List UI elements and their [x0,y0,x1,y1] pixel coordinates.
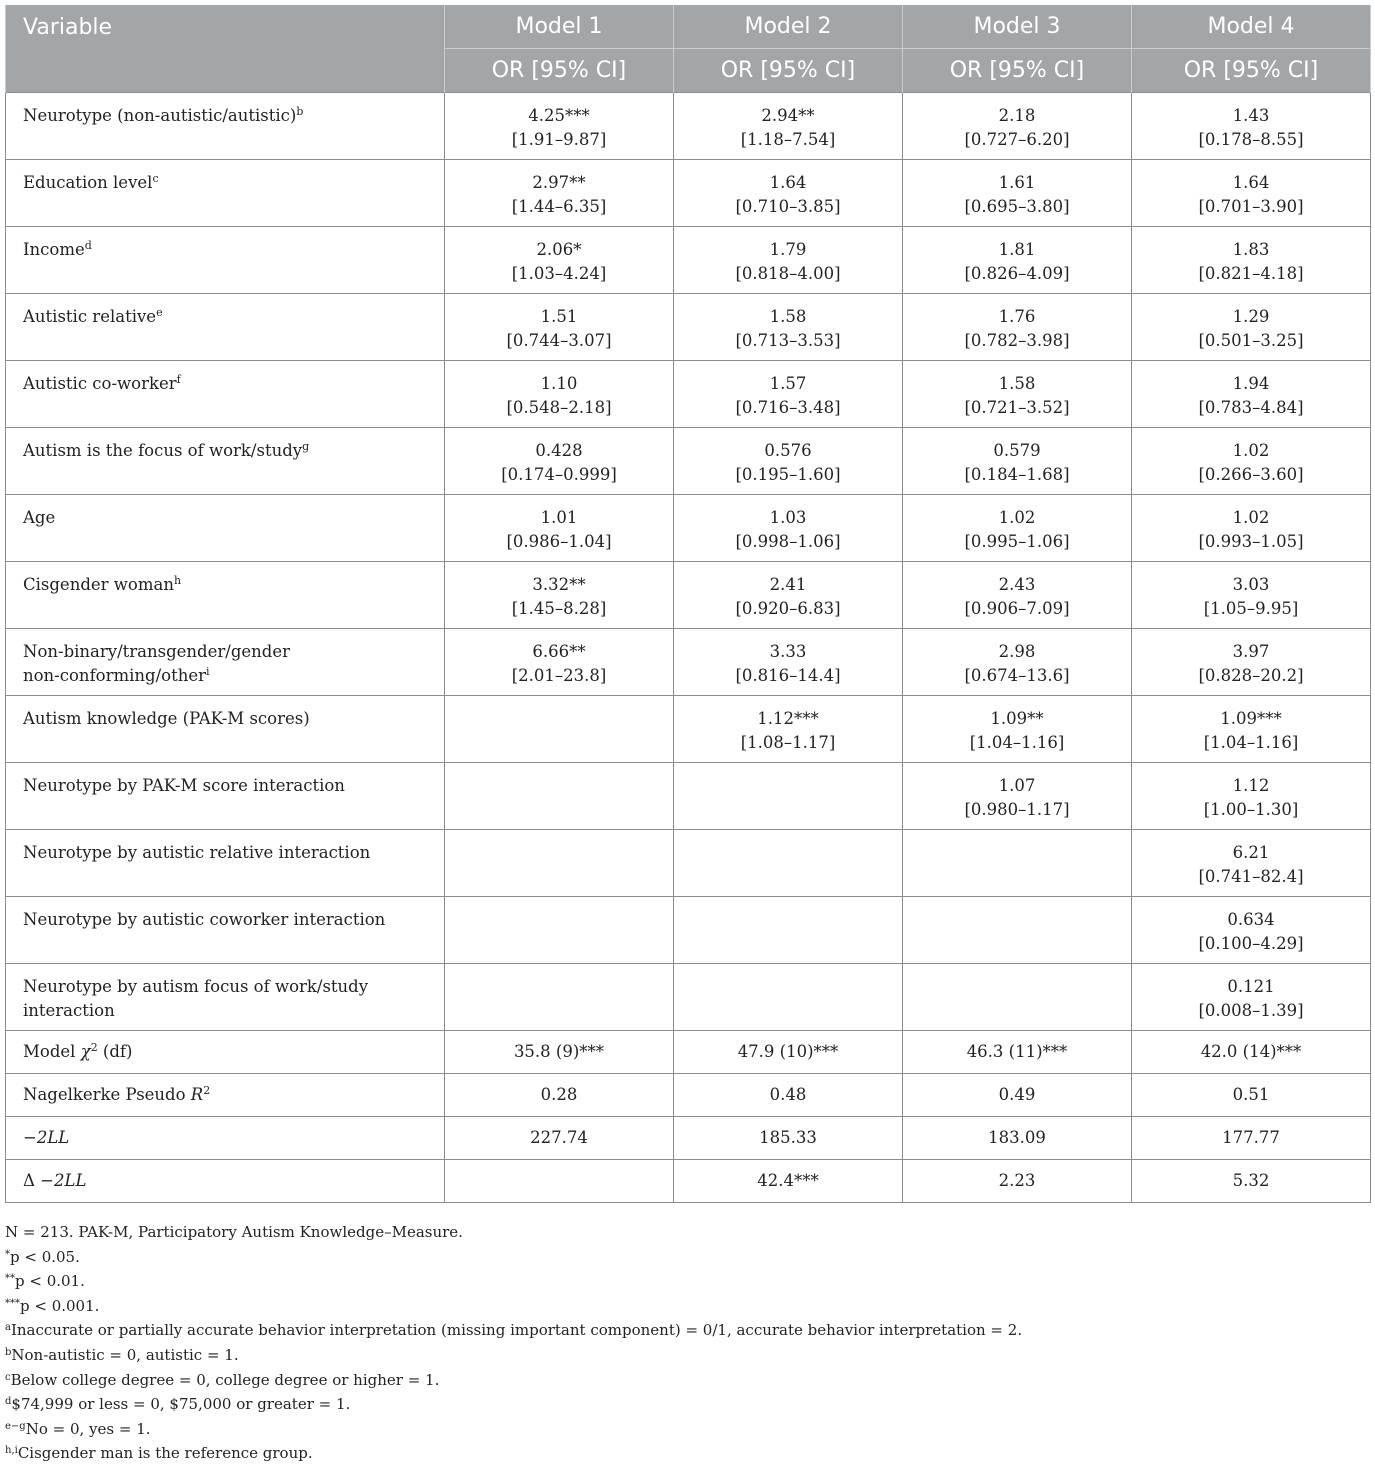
stat-label-prefix: Δ [23,1171,41,1190]
model-2-cell [674,696,903,763]
confidence-interval: [0.993–1.05] [1198,532,1304,551]
model-2-cell [674,629,903,696]
footnote-marker: *** [5,1297,20,1309]
stat-label [6,1031,445,1074]
confidence-interval: [0.008–1.39] [1198,1001,1304,1020]
model-4-cell [1132,361,1371,428]
table-row [6,562,1371,629]
footnote-marker: h [173,574,182,587]
stat-symbol: −2LL [23,1128,70,1147]
footnote-marker: c [152,172,159,185]
model-3-stat: 46.3 (11)*** [903,1031,1132,1074]
model-1-cell [445,562,674,629]
model-4-cell [1132,696,1371,763]
model-4-stat: 0.51 [1132,1074,1371,1117]
stat-symbol: χ [80,1042,91,1061]
footnote-line [5,1343,1370,1368]
model-4-stat: 42.0 (14)*** [1132,1031,1371,1074]
model-2-cell [674,562,903,629]
stat-label [6,1160,445,1203]
model-3-cell [903,897,1132,964]
odds-ratio: 1.58 [998,374,1036,393]
odds-ratio: 1.10 [540,374,578,393]
odds-ratio: 1.02 [998,508,1036,527]
footnote-marker: ** [5,1273,15,1285]
variable-label [6,830,445,897]
model-1-cell [445,428,674,495]
confidence-interval: [0.986–1.04] [506,532,612,551]
stat-label [6,1117,445,1160]
or-ci-header: OR [95% CI] [903,49,1132,93]
model-2-cell [674,294,903,361]
model-1-cell [445,763,674,830]
variable-label-text: Education level [23,173,153,192]
variable-label-text: Autism knowledge (PAK-M scores) [23,709,310,728]
confidence-interval: [0.713–3.53] [735,331,841,350]
model-4-cell [1132,629,1371,696]
odds-ratio: 1.12 [1232,776,1270,795]
table-row [6,830,1371,897]
odds-ratio: 1.64 [769,173,807,192]
variable-label [6,294,445,361]
model-4-cell [1132,830,1371,897]
stat-label [6,1074,445,1117]
stat-symbol: −2LL [40,1171,87,1190]
footnote-text: p < 0.01. [15,1272,85,1291]
odds-ratio: 1.58 [769,307,807,326]
footnote-line [5,1368,1370,1393]
odds-ratio: 2.41 [769,575,807,594]
confidence-interval: [0.701–3.90] [1198,197,1304,216]
odds-ratio: 1.09** [990,709,1044,728]
model-4-cell [1132,964,1371,1031]
footnote-marker: e−g [5,1420,26,1432]
confidence-interval: [0.501–3.25] [1198,331,1304,350]
table-body [6,93,1371,1203]
model-3-cell [903,629,1132,696]
confidence-interval: [0.100–4.29] [1198,934,1304,953]
confidence-interval: [0.826–4.09] [964,264,1070,283]
odds-ratio: 2.18 [998,106,1036,125]
model-1-stat: 35.8 (9)*** [445,1031,674,1074]
odds-ratio: 3.97 [1232,642,1270,661]
model-3-cell [903,763,1132,830]
model-4-stat: 5.32 [1132,1160,1371,1203]
odds-ratio: 1.83 [1232,240,1270,259]
table-row [6,629,1371,696]
header-row-models [6,5,1371,49]
model-2-cell [674,93,903,160]
confidence-interval: [0.821–4.18] [1198,264,1304,283]
odds-ratio: 3.32** [532,575,586,594]
model-4-header: Model 4 [1132,5,1371,49]
footnote-marker: c [5,1371,11,1383]
confidence-interval: [0.906–7.09] [964,599,1070,618]
variable-label [6,897,445,964]
footnote-marker: d [84,239,92,252]
table-row [6,763,1371,830]
confidence-interval: [1.04–1.16] [969,733,1065,752]
model-3-cell [903,562,1132,629]
confidence-interval: [1.08–1.17] [740,733,836,752]
model-2-cell [674,897,903,964]
confidence-interval: [0.174–0.999] [501,465,617,484]
table-row [6,294,1371,361]
model-4-cell [1132,428,1371,495]
model-1-header: Model 1 [445,5,674,49]
confidence-interval: [0.744–3.07] [506,331,612,350]
model-4-cell [1132,495,1371,562]
stat-label-suffix: (df) [97,1042,133,1061]
odds-ratio: 1.76 [998,307,1036,326]
confidence-interval: [1.45–8.28] [511,599,607,618]
stat-label-prefix: Model [23,1042,81,1061]
odds-ratio: 2.94** [761,106,815,125]
variable-label-text: Income [23,240,85,259]
table-header [6,5,1371,93]
model-2-cell [674,964,903,1031]
odds-ratio: 1.94 [1232,374,1270,393]
model-3-cell [903,830,1132,897]
variable-label-text: Age [23,508,56,527]
table-row [6,897,1371,964]
model-4-cell [1132,227,1371,294]
variable-label-text: Neurotype by autism focus of work/study [23,977,369,996]
variable-label-text: Neurotype (non-autistic/autistic) [23,106,297,125]
footnote-marker: b [296,105,304,118]
model-2-cell [674,495,903,562]
odds-ratio: 2.97** [532,173,586,192]
table-row [6,160,1371,227]
footnote-line [5,1294,1370,1319]
odds-ratio: 0.428 [535,441,583,460]
model-4-cell [1132,294,1371,361]
odds-ratio: 1.02 [1232,441,1270,460]
model-3-cell [903,696,1132,763]
odds-ratio: 6.66** [532,642,586,661]
odds-ratio: 1.03 [769,508,807,527]
odds-ratio: 6.21 [1232,843,1270,862]
stat-superscript: 2 [203,1084,211,1097]
confidence-interval: [0.721–3.52] [964,398,1070,417]
table-row [6,696,1371,763]
variable-label [6,160,445,227]
footnote-line [5,1245,1370,1270]
variable-label-text: Neurotype by PAK-M score interaction [23,776,345,795]
footnote-marker: f [176,373,181,386]
footnote-text: p < 0.001. [20,1296,100,1315]
model-3-stat: 0.49 [903,1074,1132,1117]
stat-row [6,1031,1371,1074]
model-2-cell [674,361,903,428]
confidence-interval: [0.674–13.6] [964,666,1070,685]
confidence-interval: [0.980–1.17] [964,800,1070,819]
confidence-interval: [1.44–6.35] [511,197,607,216]
stat-row [6,1074,1371,1117]
footnote-text: Below college degree = 0, college degree or higher = 1. [10,1370,440,1389]
model-4-cell [1132,160,1371,227]
table-row [6,93,1371,160]
or-ci-header: OR [95% CI] [674,49,903,93]
odds-ratio: 3.33 [769,642,807,661]
variable-label [6,428,445,495]
odds-ratio: 2.43 [998,575,1036,594]
footnote-marker: d [5,1396,12,1408]
stat-row [6,1117,1371,1160]
model-2-cell [674,160,903,227]
confidence-interval: [0.783–4.84] [1198,398,1304,417]
footnote-text: N = 213. PAK-M, Participatory Autism Knowledge–Measure. [5,1223,463,1241]
model-3-stat: 2.23 [903,1160,1132,1203]
footnote-marker: i [206,665,210,678]
footnote-line [5,1318,1370,1343]
variable-label [6,495,445,562]
model-1-stat [445,1160,674,1203]
variable-label-text-line2: non-conforming/other [23,666,207,685]
table-row [6,964,1371,1031]
odds-ratio: 0.634 [1227,910,1275,929]
odds-ratio: 1.51 [540,307,578,326]
odds-ratio: 1.09*** [1220,709,1282,728]
footnote-text: Cisgender man is the reference group. [17,1444,313,1463]
confidence-interval: [1.00–1.30] [1203,800,1299,819]
or-ci-header: OR [95% CI] [445,49,674,93]
footnote-marker: * [5,1248,10,1260]
model-1-cell [445,361,674,428]
model-1-cell [445,830,674,897]
variable-label [6,562,445,629]
footnote-text: $74,999 or less = 0, $75,000 or greater = 1. [11,1395,351,1414]
confidence-interval: [1.03–4.24] [511,264,607,283]
model-3-cell [903,93,1132,160]
odds-ratio: 1.79 [769,240,807,259]
model-2-header: Model 2 [674,5,903,49]
odds-ratio: 1.61 [998,173,1036,192]
model-3-cell [903,361,1132,428]
odds-ratio: 1.29 [1232,307,1270,326]
model-3-cell [903,227,1132,294]
model-2-stat: 0.48 [674,1074,903,1117]
confidence-interval: [1.05–9.95] [1203,599,1299,618]
confidence-interval: [0.995–1.06] [964,532,1070,551]
confidence-interval: [1.91–9.87] [511,130,607,149]
confidence-interval: [0.998–1.06] [735,532,841,551]
variable-label [6,763,445,830]
footnote-text: Inaccurate or partially accurate behavior interpretation (missing important component) = 0/1, accurate behavior interpretation = 2. [10,1321,1023,1340]
confidence-interval: [0.178–8.55] [1198,130,1304,149]
model-4-cell [1132,562,1371,629]
footnote-text: Non-autistic = 0, autistic = 1. [11,1345,239,1364]
footnote-line [5,1220,1370,1245]
odds-ratio: 3.03 [1232,575,1270,594]
model-3-cell [903,495,1132,562]
odds-ratio: 1.07 [998,776,1036,795]
model-1-cell [445,897,674,964]
confidence-interval: [0.716–3.48] [735,398,841,417]
footnote-line [5,1441,1370,1466]
model-1-stat: 227.74 [445,1117,674,1160]
confidence-interval: [2.01–23.8] [511,666,607,685]
variable-label-text: Cisgender woman [23,575,174,594]
footnote-marker: a [5,1322,11,1334]
variable-label [6,696,445,763]
confidence-interval: [0.548–2.18] [506,398,612,417]
footnote-line [5,1392,1370,1417]
confidence-interval: [0.195–1.60] [735,465,841,484]
stat-superscript: 2 [90,1041,98,1054]
confidence-interval: [0.727–6.20] [964,130,1070,149]
model-2-cell [674,428,903,495]
confidence-interval: [0.782–3.98] [964,331,1070,350]
confidence-interval: [0.741–82.4] [1198,867,1304,886]
stat-row [6,1160,1371,1203]
footnote-marker: h,i [5,1445,18,1457]
model-2-stat: 47.9 (10)*** [674,1031,903,1074]
odds-ratio: 1.81 [998,240,1036,259]
footnote-text: p < 0.05. [10,1247,80,1266]
variable-label-text: Neurotype by autistic coworker interaction [23,910,386,929]
model-1-cell [445,227,674,294]
model-1-stat: 0.28 [445,1074,674,1117]
model-1-cell [445,964,674,1031]
odds-ratio: 1.01 [540,508,578,527]
confidence-interval: [0.920–6.83] [735,599,841,618]
model-3-cell [903,160,1132,227]
model-3-stat: 183.09 [903,1117,1132,1160]
model-3-cell [903,964,1132,1031]
model-1-cell [445,495,674,562]
model-3-cell [903,294,1132,361]
odds-ratio: 4.25*** [528,106,590,125]
odds-ratio: 0.121 [1227,977,1275,996]
variable-label [6,629,445,696]
table-row [6,495,1371,562]
model-1-cell [445,294,674,361]
model-4-cell [1132,897,1371,964]
model-2-cell [674,227,903,294]
model-2-cell [674,763,903,830]
model-3-header: Model 3 [903,5,1132,49]
odds-ratio: 1.02 [1232,508,1270,527]
model-1-cell [445,160,674,227]
variable-label [6,964,445,1031]
variable-label-text: Autistic relative [23,307,157,326]
footnote-text: No = 0, yes = 1. [25,1419,151,1438]
model-1-cell [445,629,674,696]
or-ci-header: OR [95% CI] [1132,49,1371,93]
model-1-cell [445,93,674,160]
footnote-marker: g [302,440,310,453]
variable-header: Variable [6,5,445,93]
odds-ratio: 2.06* [536,240,582,259]
variable-label [6,227,445,294]
confidence-interval: [1.18–7.54] [740,130,836,149]
table-row [6,361,1371,428]
confidence-interval: [0.818–4.00] [735,264,841,283]
footnote-line [5,1269,1370,1294]
variable-label-text: Neurotype by autistic relative interaction [23,843,371,862]
variable-label [6,361,445,428]
footnote-marker: b [5,1346,12,1358]
variable-label-text: Non-binary/transgender/gender [23,642,290,661]
confidence-interval: [0.828–20.2] [1198,666,1304,685]
odds-ratio: 1.12*** [757,709,819,728]
odds-ratio: 1.43 [1232,106,1270,125]
odds-ratio: 1.64 [1232,173,1270,192]
table-footnotes [5,1220,1370,1466]
variable-label-text-line2: interaction [23,1001,115,1020]
variable-label-text: Autistic co-worker [23,374,177,393]
variable-label [6,93,445,160]
odds-ratio: 0.579 [993,441,1041,460]
confidence-interval: [0.266–3.60] [1198,465,1304,484]
variable-label-text: Autism is the focus of work/study [23,441,303,460]
odds-ratio: 2.98 [998,642,1036,661]
confidence-interval: [0.695–3.80] [964,197,1070,216]
confidence-interval: [1.04–1.16] [1203,733,1299,752]
footnote-line [5,1417,1370,1442]
model-4-cell [1132,93,1371,160]
stat-symbol: R [190,1085,204,1104]
table-row [6,428,1371,495]
odds-ratio: 1.57 [769,374,807,393]
model-3-cell [903,428,1132,495]
regression-table-container [5,5,1370,1203]
stat-label-prefix: Nagelkerke Pseudo [23,1085,191,1104]
footnote-marker: e [156,306,163,319]
model-2-cell [674,830,903,897]
model-2-stat: 42.4*** [674,1160,903,1203]
confidence-interval: [0.184–1.68] [964,465,1070,484]
model-2-stat: 185.33 [674,1117,903,1160]
confidence-interval: [0.816–14.4] [735,666,841,685]
odds-ratio: 0.576 [764,441,812,460]
model-1-cell [445,696,674,763]
table-row [6,227,1371,294]
confidence-interval: [0.710–3.85] [735,197,841,216]
model-4-stat: 177.77 [1132,1117,1371,1160]
model-4-cell [1132,763,1371,830]
regression-table [5,5,1371,1203]
